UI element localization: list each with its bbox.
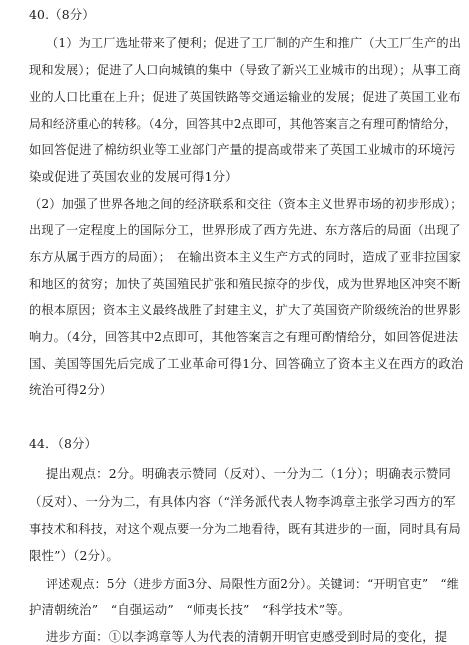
q40-part2-line: 统治可得2分）	[29, 382, 113, 397]
q44-heading: 44．（8分）	[29, 436, 98, 451]
q40-part2-line: 出现了一定程度上的国际分工，世界形成了西方先进、东方落后的局面（出现了	[29, 223, 461, 237]
q40-part2-line: 国、美国等国先后完成了工业革命可得1分、回答确立了资本主义在西方的政治	[29, 356, 464, 371]
q40-part2-line: 东方从属于西方的局面）； 在输出资本主义生产方式的同时，造成了亚非拉国家	[29, 250, 461, 264]
q44-part2-line: 评述观点：5分（进步方面3分、局限性方面2分）。关键词：“开明官吏” “维	[46, 577, 459, 591]
q40-heading: 40.（8分）	[29, 7, 95, 22]
q40-part1-line: 染或促进了英国农业的发展可得1分）	[29, 169, 238, 184]
q44-part1-line: 提出观点：2分。明确表示赞同（反对）、一分为二（1分）；明确表示赞同	[46, 466, 451, 481]
q40-part1-line: 业的人口比重在上升；促进了英国铁路等交通运输业的发展；促进了英国工业布	[29, 90, 461, 104]
q40-part1-line: （1）为工厂选址带来了便利；促进了工厂制的产生和推广（大工厂生产的出	[46, 36, 462, 50]
q44-part3-line: 进步方面：①以李鸿章等人为代表的清朝开明官吏感受到时局的变化，提	[46, 629, 448, 644]
q40-part2-line: 的根本原因；资本主义最终战胜了封建主义，扩大了英国资产阶级统治的世界影	[29, 303, 461, 317]
q44-part1-line: （反对）、一分为二，有具体内容（“洋务派代表人物李鸿章主张学习西方的军	[29, 494, 456, 509]
q40-part2-line: 响力。（4分，回答其中2点即可，其他答案言之有理可酌情给分，如回答促进法	[29, 330, 459, 344]
q40-part1-line: 局和经济重心的转移。（4分，回答其中2点即可，其他答案言之有理可酌情给分，	[29, 117, 457, 131]
q44-part1-line: 事技术和科技，对这个观点要一分为二地看待，既有其进步的一面，同时具有局	[29, 522, 461, 536]
q40-part1-line: 现和发展）；促进了人口向城镇的集中（导致了新兴工业城市的出现）；从事工商	[29, 63, 461, 77]
q40-part1-line: 如回答促进了棉纺织业等工业部门产量的提高或带来了英国工业城市的环境污	[29, 142, 456, 157]
q40-part2-line: 和地区的贫穷；加快了英国殖民扩张和殖民掠夺的步伐，成为世界地区冲突不断	[29, 277, 461, 291]
q40-part2-line: （2）加强了世界各地之间的经济联系和交往（资本主义世界市场的初步形成）；	[29, 197, 463, 211]
q44-part2-line: 护清朝统治” “自强运动” “师夷长技” “科学技术”等。	[29, 602, 351, 617]
q44-part1-line: 限性”）（2分）。	[29, 548, 119, 563]
